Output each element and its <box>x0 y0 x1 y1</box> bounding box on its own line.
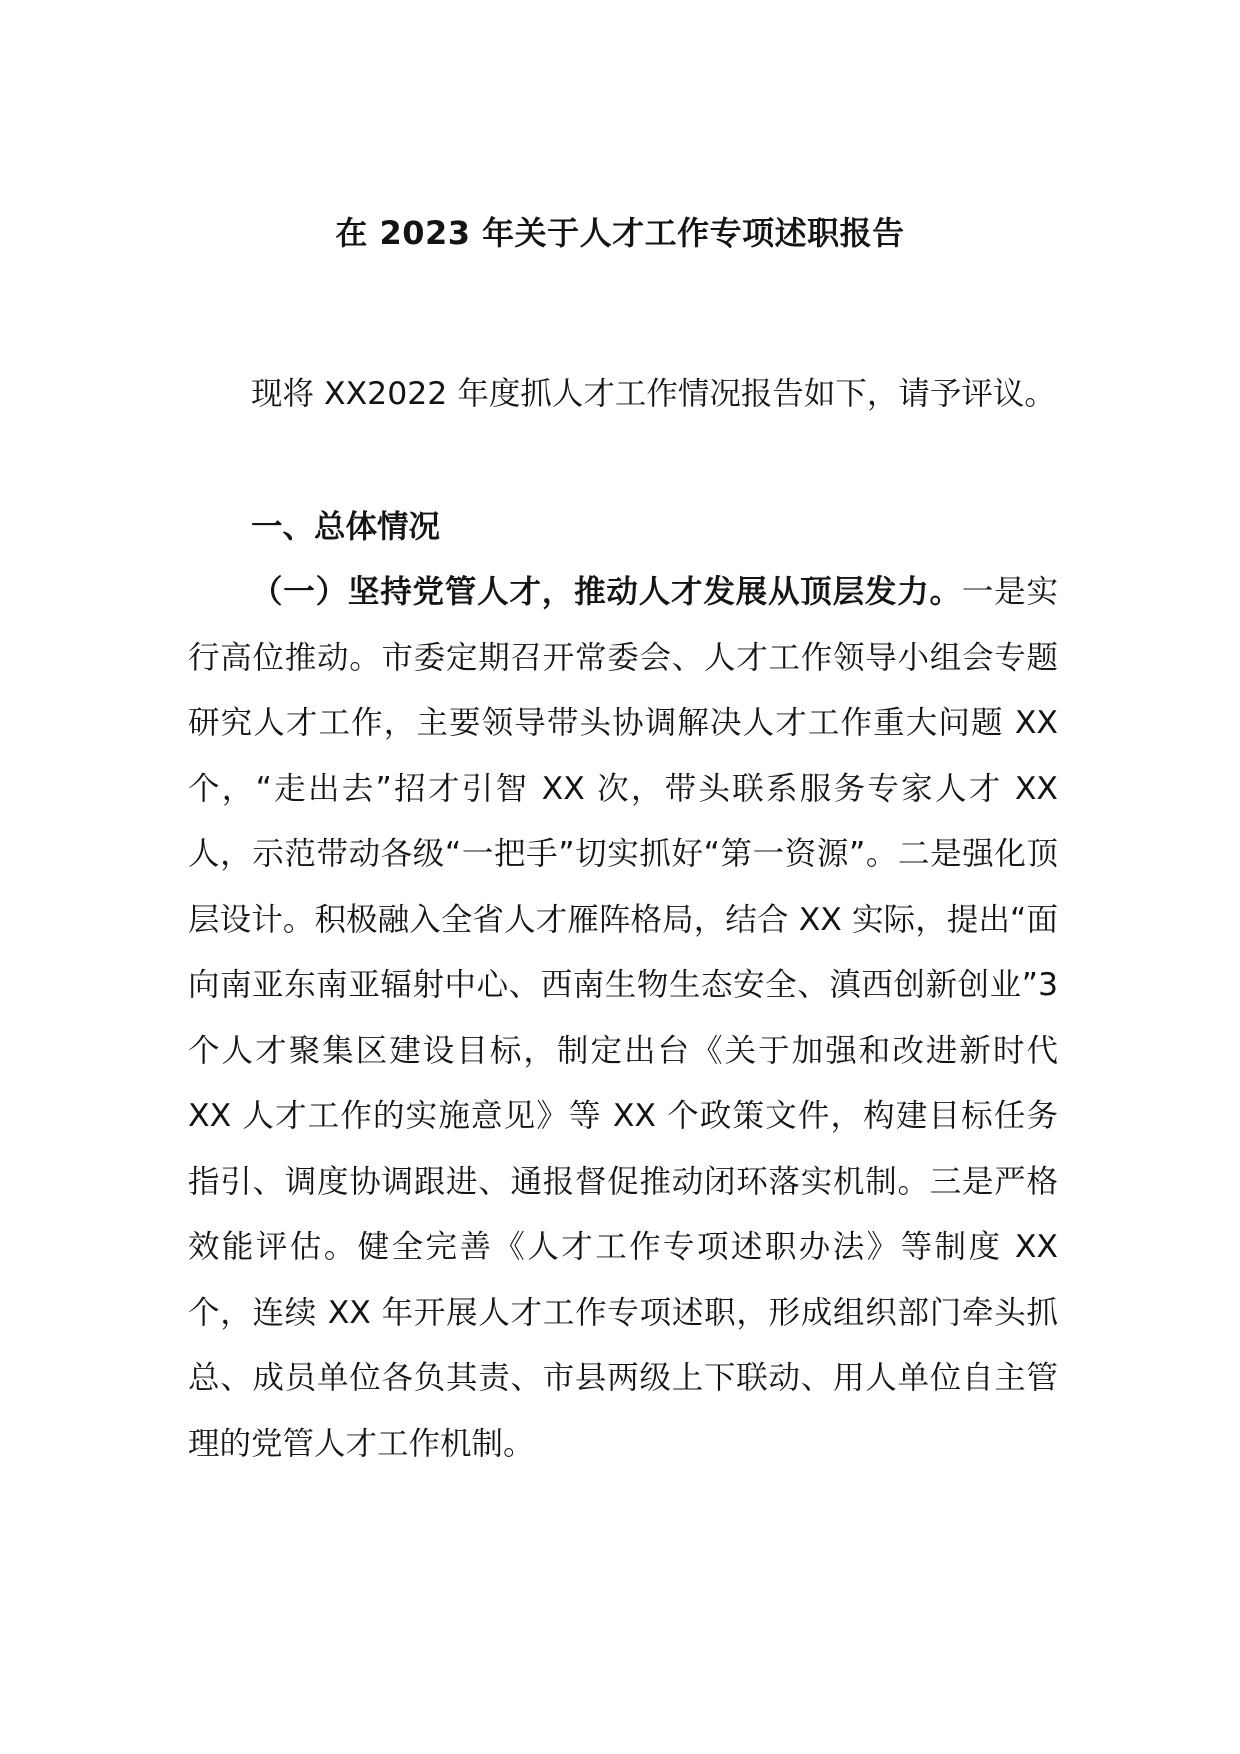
section-body: 一是实行高位推动。市委定期召开常委会、人才工作领导小组会专题研究人才工作，主要领导带头协调解决人才工作重大问题 XX 个，“走出去”招才引智 XX 次，带头联系服务专家人才 XX 人，示范带动各级“一把手”切实抓好“第一资源”。二是强化顶层设计。积极融入全省人才雁阵格局，结合 XX 实际，提出“面向南亚东南亚辐射中心、西南生物生态安全、滇西创新创业”3 个人才聚集区建设目标，制定出台《关于加强和改进新时代 XX 人才工作的实施意见》等 XX 个政策文件，构建目标任务指引、调度协调跟进、通报督促推动闭环落实机制。三是严格效能评估。健全完善《人才工作专项述职办法》等制度 XX 个，连续 XX 年开展人才工作专项述职，形成组织部门牵头抓总、成员单位各负其责、市县两级上下联动、用人单位自主管理的党管人才工作机制。 <box>188 574 1058 1462</box>
section-subheading: （一）坚持党管人才，推动人才发展从顶层发力。 <box>251 574 962 610</box>
section-heading: 一、总体情况 <box>251 509 441 545</box>
intro-paragraph: 现将 XX2022 年度抓人才工作情况报告如下，请予评议。 <box>251 376 1056 412</box>
section-paragraph <box>188 560 1058 1477</box>
document-title: 在 2023 年关于人才工作专项述职报告 <box>335 214 905 252</box>
